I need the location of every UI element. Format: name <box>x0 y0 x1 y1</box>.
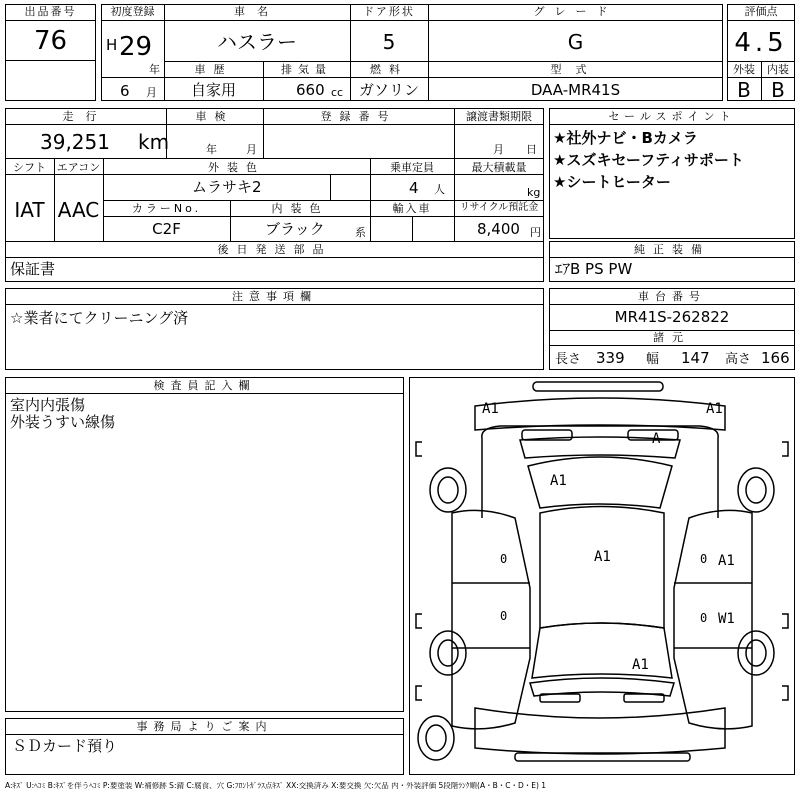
sales-point-item: ★シートヒーター <box>553 173 671 191</box>
mark-right-front-door-small: 0 <box>700 552 708 566</box>
notes-label: 注意事項欄 <box>232 290 317 303</box>
model-code: DAA-MR41S <box>530 81 621 99</box>
chassis-label: 車台番号 <box>638 290 706 303</box>
displacement: 660 <box>296 81 325 99</box>
fuel-label: 燃料 <box>370 63 408 76</box>
inspector-note: 外装うすい線傷 <box>10 413 116 431</box>
max-load-label: 最大積載量 <box>471 161 527 174</box>
transfer-deadline-label: 譲渡書類期限 <box>466 110 532 123</box>
interior-color-label: 内装色 <box>271 202 329 215</box>
history-label: 車歴 <box>194 63 233 76</box>
mark-right-front-door: A1 <box>718 553 735 569</box>
recycle-fee-label: リサイクル預託金 <box>459 202 539 213</box>
recycle-fee: 8,400 <box>477 220 520 238</box>
width: 147 <box>681 349 710 367</box>
car-outline-icon <box>410 378 794 774</box>
mark-left-rear-door: 0 <box>500 609 508 623</box>
mark-front-left: A1 <box>482 401 499 417</box>
car-name-label: 車名 <box>234 5 280 18</box>
car-name: ハスラー <box>217 30 297 54</box>
dimensions-label: 諸元 <box>653 331 691 344</box>
sales-point-item: ★スズキセーフティサポート <box>553 151 744 169</box>
inspection-month-unit: 月 <box>246 143 257 156</box>
mileage: 39,251 <box>40 130 110 154</box>
length: 339 <box>596 349 625 367</box>
shift-label: シフト <box>13 161 46 174</box>
equipment-label: 純正装備 <box>634 243 710 256</box>
mileage-label: 走行 <box>62 110 109 123</box>
plate-label: 登録番号 <box>320 110 397 123</box>
interior-label: 内装 <box>767 63 789 76</box>
mark-roof: A1 <box>594 549 611 565</box>
office-note: ＳＤカード預り <box>12 737 118 755</box>
shift: IAT <box>14 198 45 222</box>
recycle-fee-unit: 円 <box>530 226 541 239</box>
length-label: 長さ <box>555 352 582 367</box>
transfer-day-unit: 日 <box>526 143 537 156</box>
inspection-label: 車検 <box>195 110 234 123</box>
exterior-label: 外装 <box>733 63 755 76</box>
mark-front-right: A1 <box>706 401 723 417</box>
capacity-label: 乗車定員 <box>390 161 434 174</box>
later-parts: 保証書 <box>10 260 56 278</box>
office-label: 事務局よりご案内 <box>136 720 273 733</box>
max-load-unit: kg <box>527 186 541 199</box>
lot-number: 76 <box>33 26 68 56</box>
aircon: AAC <box>57 198 100 222</box>
month-unit: 月 <box>146 86 157 99</box>
mark-left-front-door: 0 <box>500 552 508 566</box>
sales-points-label: セールスポイント <box>608 110 736 123</box>
legend: A:ｷｽﾞ U:ﾍｺﾐ B:ｷｽﾞを伴うﾍｺﾐ P:要塗装 W:補修跡 S:錆 C:腐食、穴 G:ﾌﾛﾝﾄｶﾞﾗｽ点ｷｽﾞ XX:交換済み X:要交換 欠:欠品 内・外装評価 5段階ﾗﾝｸ順(A・B・C・D・E) 1 <box>5 782 547 790</box>
registration-month: 6 <box>120 82 130 100</box>
score: 4.5 <box>734 28 788 58</box>
registration-era: H <box>106 36 118 54</box>
grade: G <box>567 30 584 54</box>
lot-number-label: 出品番号 <box>24 5 77 18</box>
mark-rear: A1 <box>632 657 649 673</box>
transfer-month-unit: 月 <box>493 143 504 156</box>
later-parts-label: 後日発送部品 <box>217 243 332 256</box>
door-type-label: ドア形状 <box>363 5 415 18</box>
interior-color-unit: 系 <box>355 226 366 239</box>
year-unit: 年 <box>149 63 160 76</box>
damage-diagram <box>409 377 795 775</box>
displacement-unit: cc <box>331 86 344 99</box>
mark-right-rear-door: W1 <box>718 611 735 627</box>
exterior-grade: B <box>737 78 751 102</box>
inspector-note: 室内内張傷 <box>10 396 86 414</box>
mileage-unit: km <box>138 130 170 154</box>
capacity: 4 <box>409 179 419 197</box>
equipment: ｴｱB PS PW <box>555 260 633 278</box>
mark-hood: A1 <box>550 473 567 489</box>
history: 自家用 <box>190 81 236 99</box>
width-label: 幅 <box>646 352 660 367</box>
interior-color: ブラック <box>265 220 325 238</box>
height: 166 <box>761 349 790 367</box>
aircon-label: エアコン <box>56 161 101 174</box>
first-registration-label: 初度登録 <box>110 5 155 18</box>
height-label: 高さ <box>725 352 752 367</box>
mark-right-rear-door-small: 0 <box>700 611 708 625</box>
inspector-label: 検査員記入欄 <box>153 379 256 392</box>
notes: ☆業者にてクリーニング済 <box>10 309 189 327</box>
grade-label: グレード <box>533 5 618 18</box>
displacement-label: 排気量 <box>281 63 332 76</box>
mark-windshield: A <box>652 431 661 447</box>
exterior-color: ムラサキ2 <box>192 178 262 196</box>
capacity-unit: 人 <box>434 183 445 196</box>
exterior-color-label: 外装色 <box>208 161 265 174</box>
color-number: C2F <box>152 220 181 238</box>
model-label: 型式 <box>550 63 601 76</box>
door-type: 5 <box>382 30 396 54</box>
registration-year: 29 <box>119 32 153 62</box>
inspection-year-unit: 年 <box>206 143 217 156</box>
fuel: ガソリン <box>358 81 419 99</box>
interior-grade: B <box>771 78 785 102</box>
sales-point-item: ★社外ナビ・Bカメラ <box>553 129 698 147</box>
chassis-number: MR41S-262822 <box>614 308 730 326</box>
color-number-label: カラーNo. <box>131 202 202 215</box>
score-label: 評価点 <box>744 5 778 18</box>
import-label: 輸入車 <box>392 202 432 215</box>
